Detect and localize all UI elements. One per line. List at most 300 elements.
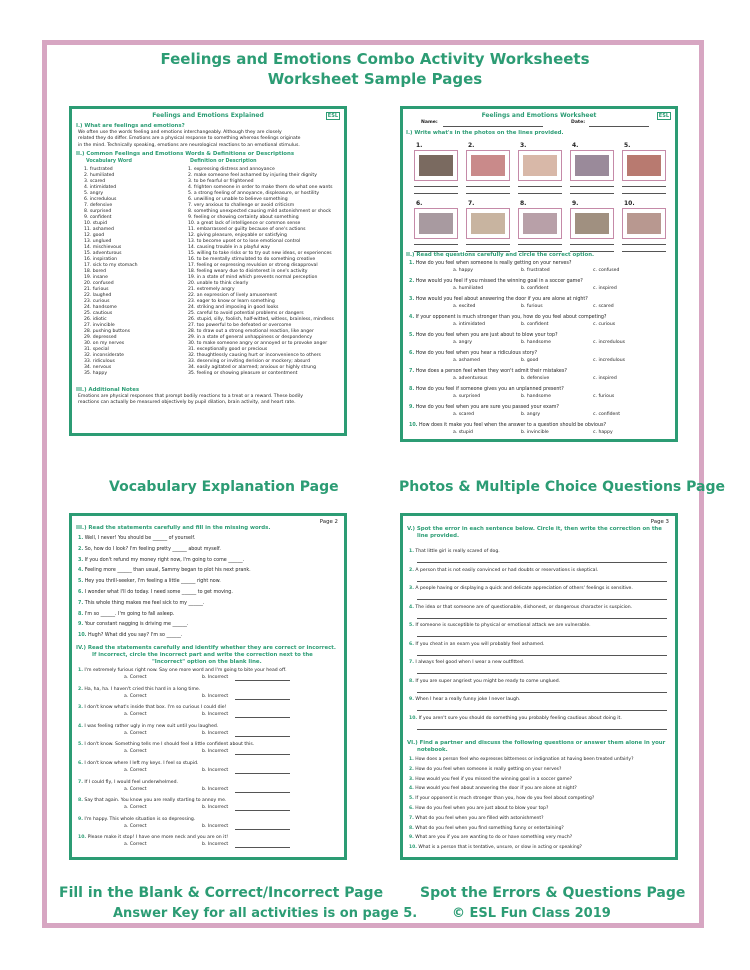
- section-4-heading: IV.) Read the statements carefully and identify whether they are correct or incorrect.: [76, 645, 336, 651]
- correction-line: [235, 754, 290, 755]
- correction-line: [417, 655, 667, 656]
- discussion-question: [409, 796, 594, 802]
- definition-item: 28. to draw out a strong emotional reaction, like anger: [188, 329, 314, 334]
- emotion-photo: [523, 213, 557, 234]
- question: [409, 369, 567, 375]
- definition-item: 6. unwilling or unable to believe something: [188, 197, 288, 202]
- vocab-item: 22. laughed: [84, 293, 112, 298]
- error-sentence: [409, 642, 544, 648]
- answer-line: [570, 244, 614, 245]
- vocab-item: 9. confident: [84, 215, 112, 220]
- fill-statement: [78, 601, 204, 607]
- fill-blank-correct-incorrect-sample: [69, 513, 347, 860]
- question-number: 10.: [409, 423, 418, 428]
- option-c: c. incredulous: [593, 340, 625, 345]
- vocab-column-header: Vocabulary Word: [86, 159, 132, 164]
- date-line: [589, 126, 649, 127]
- discussion-question: [409, 786, 577, 792]
- question-text: How do you feel if someone gives you an unplanned present?: [414, 387, 564, 392]
- option-b: b. handsome: [521, 340, 551, 345]
- question-number: 3.: [409, 297, 415, 302]
- sentence-number: 6.: [409, 641, 414, 647]
- question-number: 9.: [409, 835, 414, 841]
- ci-statement: [78, 742, 254, 748]
- discussion-question: [409, 835, 572, 841]
- discussion-question: [409, 767, 561, 773]
- question: [409, 351, 537, 357]
- discussion-question: [409, 845, 582, 851]
- discussion-question: [409, 757, 633, 763]
- caption-photos: Photos & Multiple Choice Questions Page: [399, 479, 725, 495]
- paragraph-line: We often use the words feeling and emotions interchangeably. Although they are closely: [78, 130, 282, 135]
- photo-number: 2.: [468, 142, 475, 149]
- vocab-item: 19. insane: [84, 275, 108, 280]
- option-a: a. humiliated: [453, 286, 484, 291]
- statement-text: Please make it stop! I have one more neck and you are on it!: [86, 835, 229, 841]
- vocab-item: 29. depressed: [84, 335, 117, 340]
- option-correct: a. Correct: [124, 786, 147, 792]
- fill-statement: [78, 568, 251, 574]
- statement-number: 7.: [78, 600, 84, 606]
- photo-number: 4.: [572, 142, 579, 149]
- fill-statement: [78, 558, 244, 564]
- correction-line: [235, 847, 290, 848]
- statement-number: 2.: [78, 686, 83, 692]
- vocab-item: 3. scared: [84, 179, 106, 184]
- statement-text: Hey you thrill-seeker, I'm feeling a little ______ right now.: [83, 579, 221, 585]
- definition-item: 35. feeling or showing pleasure or contentment: [188, 371, 298, 376]
- vocab-item: 4. intimidated: [84, 185, 117, 190]
- sheet-title: Feelings and Emotions Explained: [152, 112, 264, 119]
- vocab-item: 5. angry: [84, 191, 104, 196]
- definition-item: 9. feeling or showing certainty about something: [188, 215, 299, 220]
- option-c: c. incredulous: [593, 358, 625, 363]
- section-6-heading-line2: notebook.: [417, 747, 448, 753]
- section-3-heading: III.) Additional Notes: [76, 387, 140, 393]
- vocab-item: 35. happy: [84, 371, 108, 376]
- question: [409, 423, 606, 429]
- vocab-item: 24. handsome: [84, 305, 117, 310]
- definition-item: 11. embarrassed or guilty because of one's actions: [188, 227, 306, 232]
- question: [409, 297, 588, 303]
- option-incorrect: b. Incorrect: [202, 842, 229, 848]
- vocab-item: 16. inspiration: [84, 257, 118, 262]
- option-a: a. scared: [453, 412, 474, 417]
- vocab-item: 7. defensive: [84, 203, 113, 208]
- correction-line: [417, 710, 667, 711]
- option-correct: a. Correct: [124, 823, 147, 829]
- definition-item: 2. make someone feel ashamed by injuring their dignity: [188, 173, 317, 178]
- correction-line: [235, 773, 290, 774]
- question-text: How would you feel about answering the door if you are alone at night?: [414, 297, 588, 302]
- correction-line: [417, 599, 667, 600]
- statement-text: Your constant nagging is driving me ______.: [83, 622, 189, 628]
- error-sentence: [409, 716, 622, 722]
- question-number: 6.: [409, 351, 415, 356]
- question-number: 7.: [409, 369, 415, 374]
- statement-number: 3.: [78, 705, 83, 711]
- photo-frame: [622, 208, 666, 239]
- vocab-item: 11. ashamed: [84, 227, 114, 232]
- question: [409, 279, 583, 285]
- question-text: What do you feel when you find something funny or entertaining?: [413, 825, 564, 831]
- question-text: How do you feel when you are just about to blow your top?: [414, 333, 558, 338]
- answer-line: [414, 244, 458, 245]
- vocab-item: 21. furious: [84, 287, 109, 292]
- esl-logo: ESL: [327, 113, 338, 119]
- correction-line: [235, 792, 290, 793]
- question-number: 9.: [409, 405, 415, 410]
- question-text: How would you feel if you missed the winning goal in a soccer game?: [414, 279, 583, 284]
- correction-line: [417, 673, 667, 674]
- question-number: 7.: [409, 815, 414, 821]
- statement-number: 8.: [78, 611, 84, 617]
- question-text: How do you feel when someone is really getting on your nerves?: [413, 766, 562, 772]
- definition-column-header: Definition or Description: [190, 159, 257, 164]
- fill-statement: [78, 547, 221, 553]
- vocab-item: 26. idiotic: [84, 317, 107, 322]
- copyright: © ESL Fun Class 2019: [452, 906, 611, 921]
- statement-number: 1.: [78, 668, 83, 673]
- page-number: Page 2: [319, 519, 338, 525]
- vocab-item: 10. stupid: [84, 221, 107, 226]
- option-incorrect: b. Incorrect: [202, 675, 229, 680]
- vocab-item: 30. on my nerves: [84, 341, 125, 346]
- option-correct: a. Correct: [124, 768, 147, 773]
- vocab-item: 32. inconsiderate: [84, 353, 124, 358]
- correction-line: [417, 581, 667, 582]
- paragraph-line: related they do differ. Emotions are a physical response to something whereas feelings originate: [78, 136, 301, 142]
- question: [409, 261, 571, 267]
- date-label: Date:: [571, 120, 586, 125]
- emotion-photo: [419, 155, 453, 176]
- page-title: Feelings and Emotions Combo Activity Worksheets: [160, 50, 590, 68]
- definition-item: 18. feeling weary due to disinterest in one's activity: [188, 269, 308, 274]
- answer-line: [518, 186, 562, 187]
- section-1-heading: I.) Write what's in the photos on the lines provided.: [406, 130, 564, 136]
- question-number: 4.: [409, 315, 415, 320]
- option-correct: a. Correct: [124, 805, 147, 811]
- vocab-item: 25. cautious: [84, 311, 113, 316]
- photo-number: 1.: [416, 142, 423, 149]
- statement-text: I don't know where I left my keys. I feel so stupid.: [82, 761, 199, 766]
- error-sentence: [409, 549, 500, 555]
- statement-text: I'm so ______. I'm going to fall asleep.: [83, 611, 175, 617]
- name-label: Name:: [421, 120, 438, 125]
- definition-item: 3. to be fearful or frightened: [188, 179, 254, 184]
- error-sentence: [409, 679, 560, 685]
- error-sentence: [409, 660, 524, 666]
- vocab-item: 31. special: [84, 347, 109, 352]
- option-b: b. good: [521, 358, 539, 363]
- statement-number: 1.: [78, 536, 84, 541]
- definition-item: 26. stupid, silly, foolish, half-witted, witless, brainless, mindless: [188, 317, 334, 322]
- ci-statement: [78, 761, 198, 767]
- definition-item: 14. causing trouble in a playful way: [188, 245, 270, 250]
- answer-line: [570, 186, 614, 187]
- statement-text: This whole thing makes me feel sick to my ______.: [83, 600, 205, 606]
- option-correct: a. Correct: [124, 730, 147, 736]
- definition-item: 29. in a state of general unhappiness or despondency: [188, 335, 313, 340]
- vocab-item: 27. invincible: [84, 323, 115, 328]
- statement-text: I don't know. Something tells me I should feel a little confident about this.: [82, 742, 255, 748]
- caption-fill-blank: Fill in the Blank & Correct/Incorrect Page: [59, 885, 384, 901]
- paragraph-line: in the mind. Technically speaking, emotions are neurological reactions to an emotional stimulus.: [78, 142, 300, 148]
- question-number: 1.: [409, 757, 414, 762]
- photo-frame: [622, 150, 666, 181]
- option-b: b. confident: [521, 322, 549, 327]
- option-correct: a. Correct: [124, 749, 147, 755]
- question-text: How do you feel when you are sure you passed your exam?: [414, 405, 559, 410]
- option-correct: a. Correct: [124, 675, 147, 680]
- option-a: a. excited: [453, 304, 476, 309]
- section-6-heading: VI.) Find a partner and discuss the following questions or answer them alone in your: [407, 740, 666, 746]
- statement-text: I wonder what I'll do today. I need some ______ to get moving.: [83, 590, 233, 595]
- definition-item: 22. an expression of lively amusement: [188, 293, 278, 298]
- emotion-photo: [575, 213, 609, 234]
- photo-frame: [414, 208, 458, 239]
- definition-item: 13. to become upset or to lose emotional control: [188, 239, 301, 244]
- option-c: c. inspired: [593, 376, 617, 381]
- ci-statement: [78, 724, 218, 730]
- sentence-text: If you are super angriest you might be ready to come unglued.: [413, 678, 561, 684]
- photo-number: 6.: [416, 200, 423, 207]
- correction-line: [417, 636, 667, 637]
- option-a: a. stupid: [453, 430, 473, 435]
- discussion-question: [409, 806, 548, 812]
- question-number: 8.: [409, 387, 415, 392]
- answer-line: [414, 186, 458, 187]
- definition-item: 27. too powerful to be defeated or overcome: [188, 323, 292, 328]
- answer-line: [622, 244, 666, 245]
- statement-text: I don't know what's inside that box. I'm so curious I could die!: [82, 705, 227, 711]
- name-line: [443, 126, 543, 127]
- answer-line: [622, 251, 666, 252]
- sentence-number: 8.: [409, 678, 414, 684]
- statement-text: Feeling more ______ than usual, Sammy began to plot his next prank.: [83, 568, 251, 574]
- sentence-text: A person that is not easily convinced or had doubts or reservations is skeptical.: [413, 567, 599, 573]
- ci-statement: [78, 817, 195, 823]
- correction-line: [417, 562, 667, 563]
- photo-frame: [414, 150, 458, 181]
- vocab-list: [84, 167, 138, 377]
- option-incorrect: b. Incorrect: [202, 768, 229, 773]
- option-correct: a. Correct: [124, 712, 147, 718]
- question-number: 3.: [409, 776, 414, 782]
- option-a: a. intimidated: [453, 322, 486, 327]
- sentence-text: A people having or displaying a quick and delicate appreciation of others' feelings is sensitive.: [413, 586, 633, 591]
- option-a: a. ashamed: [453, 358, 480, 363]
- sentence-text: If you cheat in an exam you will probably feel ashamed.: [413, 641, 545, 647]
- fill-statement: [78, 590, 233, 596]
- page-number: Page 3: [650, 519, 669, 525]
- definition-list: [188, 167, 334, 377]
- sheet-title: Feelings and Emotions Worksheet: [481, 112, 597, 119]
- question-text: How do you feel when someone is really getting on your nerves?: [414, 261, 572, 266]
- emotion-photo: [627, 213, 661, 234]
- question-text: How would you feel if you missed the winning goal in a soccer game?: [413, 776, 573, 782]
- question-number: 1.: [409, 261, 415, 266]
- definition-item: 32. thoughtlessly causing hurt or inconvenience to others: [188, 353, 321, 358]
- question-text: What is a person that is tentative, unsure, or slow in acting or speaking?: [416, 845, 582, 851]
- caption-spot-errors: Spot the Errors & Questions Page: [420, 885, 686, 901]
- vocab-item: 28. pushing buttons: [84, 329, 131, 334]
- discussion-question: [409, 777, 572, 783]
- question-text: How does a person feel when they won't admit their mistakes?: [414, 369, 567, 374]
- definition-item: 12. giving pleasure, enjoyable or satisfying: [188, 233, 287, 238]
- question-text: How would you feel about answering the door if you are alone at night?: [413, 786, 577, 792]
- definition-item: 25. careful to avoid potential problems or dangers: [188, 311, 304, 316]
- spot-errors-questions-sample: [400, 513, 678, 860]
- correction-line: [235, 717, 290, 718]
- definition-item: 5. a strong feeling of annoyance, displeasure, or hostility: [188, 191, 320, 196]
- caption-vocabulary: Vocabulary Explanation Page: [109, 479, 339, 495]
- statement-number: 5.: [78, 579, 84, 585]
- vocab-item: 12. good: [84, 233, 105, 238]
- sentence-text: If someone is susceptible to physical or emotional attack we are vulnerable.: [413, 623, 591, 628]
- answer-line: [518, 193, 562, 194]
- section-3-heading: III.) Read the statements carefully and fill in the missing words.: [76, 525, 271, 531]
- page-subtitle: Worksheet Sample Pages: [267, 70, 483, 88]
- definition-item: 4. frighten someone in order to make them do what one wants: [188, 185, 333, 190]
- sentence-number: 4.: [409, 604, 414, 610]
- esl-logo: ESL: [658, 113, 669, 119]
- discussion-question: [409, 826, 564, 832]
- option-c: c. confident: [593, 412, 621, 417]
- photo-frame: [570, 150, 614, 181]
- error-sentence: [409, 697, 520, 703]
- error-sentence: [409, 623, 591, 629]
- definition-item: 31. exceptionally good or precious: [188, 347, 268, 352]
- fill-statement: [78, 536, 195, 542]
- question-text: How do you feel when you hear a ridiculous story?: [414, 351, 538, 356]
- statement-number: 4.: [78, 723, 83, 729]
- statement-text: Hugh? What did you say? I'm so ______.: [86, 633, 183, 639]
- fill-statement: [78, 633, 182, 639]
- answer-line: [466, 186, 510, 187]
- photos-multiple-choice-sample: [400, 106, 678, 442]
- correction-line: [417, 618, 667, 619]
- option-incorrect: b. Incorrect: [202, 730, 229, 736]
- photo-number: 3.: [520, 142, 527, 149]
- option-correct: a. Correct: [124, 693, 147, 699]
- ci-statement: [78, 668, 287, 674]
- answer-line: [414, 193, 458, 194]
- option-c: c. curious: [593, 322, 616, 327]
- statement-number: 8.: [78, 798, 83, 804]
- photo-number: 7.: [468, 200, 475, 207]
- ci-statement: [78, 798, 226, 804]
- section-2-heading: II.) Read the questions carefully and circle the correct option.: [406, 252, 595, 258]
- question-text: How does it make you feel when the answer to a question should be obvious?: [417, 423, 607, 428]
- option-correct: a. Correct: [124, 842, 147, 848]
- ci-statement: [78, 780, 178, 786]
- sentence-number: 2.: [409, 567, 414, 573]
- statement-number: 4.: [78, 568, 84, 574]
- notes-paragraph: [78, 394, 303, 407]
- correction-line: [235, 699, 290, 700]
- photo-frame: [466, 208, 510, 239]
- definition-item: 17. feeling or expressing revulsion or strong disapproval: [188, 263, 318, 268]
- option-c: c. scared: [593, 304, 614, 309]
- statement-number: 10.: [78, 835, 87, 841]
- statement-text: Ha, ha, ha. I haven't cried this hard in a long time.: [82, 686, 201, 692]
- question-number: 10.: [409, 845, 417, 851]
- definition-item: 15. willing to take risks or to try out new ideas, or experiences: [188, 251, 332, 256]
- statement-text: If I could fly, I would feel underwhelmed.: [82, 779, 178, 785]
- intro-paragraph: [78, 130, 300, 149]
- fill-statement: [78, 612, 174, 618]
- question-number: 5.: [409, 333, 415, 338]
- discussion-question: [409, 816, 544, 822]
- vocab-item: 8. surprised: [84, 209, 112, 214]
- sentence-text: If you aren't sure you should do something you probably feeling cautious about doing it.: [417, 715, 622, 721]
- option-c: c. confused: [593, 268, 620, 273]
- statement-number: 9.: [78, 816, 83, 822]
- photo-frame: [518, 150, 562, 181]
- question-text: What do you feel when you are filled with astonishment?: [413, 815, 544, 821]
- correction-line: [417, 729, 667, 730]
- paragraph-line: Emotions are physical responses that prompt bodily reactions to a treat or a reward. These bodily: [78, 394, 303, 399]
- correction-line: [235, 680, 290, 681]
- emotion-photo: [627, 155, 661, 176]
- correction-line: [235, 829, 290, 830]
- vocab-item: 34. nervous: [84, 365, 112, 370]
- vocab-item: 2. humiliated: [84, 173, 115, 178]
- vocab-item: 14. mischievous: [84, 245, 122, 250]
- ci-statement: [78, 687, 200, 693]
- correction-line: [417, 692, 667, 693]
- option-incorrect: b. Incorrect: [202, 823, 229, 829]
- vocab-item: 20. confused: [84, 281, 114, 286]
- photo-frame: [570, 208, 614, 239]
- question-number: 4.: [409, 786, 414, 792]
- option-a: a. adventurous: [453, 376, 488, 381]
- sentence-number: 10.: [409, 715, 418, 721]
- ci-statement: [78, 835, 228, 841]
- statement-text: So, how do I look? I'm feeling pretty ______ about myself.: [83, 546, 221, 552]
- error-sentence: [409, 568, 598, 574]
- sentence-number: 1.: [409, 549, 414, 554]
- emotion-photo: [471, 155, 505, 176]
- sentence-text: That little girl is really scared of dog.: [413, 549, 500, 554]
- fill-statement: [78, 622, 188, 628]
- photo-number: 9.: [572, 200, 579, 207]
- answer-key-note: Answer Key for all activities is on page 5.: [113, 906, 418, 921]
- option-c: c. inspired: [593, 286, 617, 291]
- answer-line: [570, 193, 614, 194]
- definition-item: 33. deserving or inviting derision or mockery; absurd: [188, 359, 311, 364]
- error-sentence: [409, 586, 633, 592]
- option-b: b. handsome: [521, 394, 551, 399]
- definition-item: 8. something unexpected causing mild astonishment or shock: [188, 209, 332, 214]
- question-number: 8.: [409, 825, 414, 831]
- vocab-item: 6. incredulous: [84, 197, 117, 202]
- option-b: b. defensive: [521, 376, 550, 381]
- statement-number: 9.: [78, 622, 84, 628]
- statement-text: I was feeling rather ugly in my new suit until you laughed.: [82, 723, 219, 729]
- sentence-number: 3.: [409, 586, 414, 591]
- section-4-heading-line2: If incorrect, circle the incorrect part and write the correction next to the: [92, 652, 313, 658]
- answer-line: [466, 244, 510, 245]
- option-b: b. frustrated: [521, 268, 550, 273]
- definition-item: 24. striking and imposing in good looks: [188, 305, 279, 310]
- option-b: b. angry: [521, 412, 541, 417]
- photo-frame: [518, 208, 562, 239]
- option-incorrect: b. Incorrect: [202, 786, 229, 792]
- definition-item: 20. unable to think clearly: [188, 281, 249, 286]
- sentence-number: 9.: [409, 697, 414, 702]
